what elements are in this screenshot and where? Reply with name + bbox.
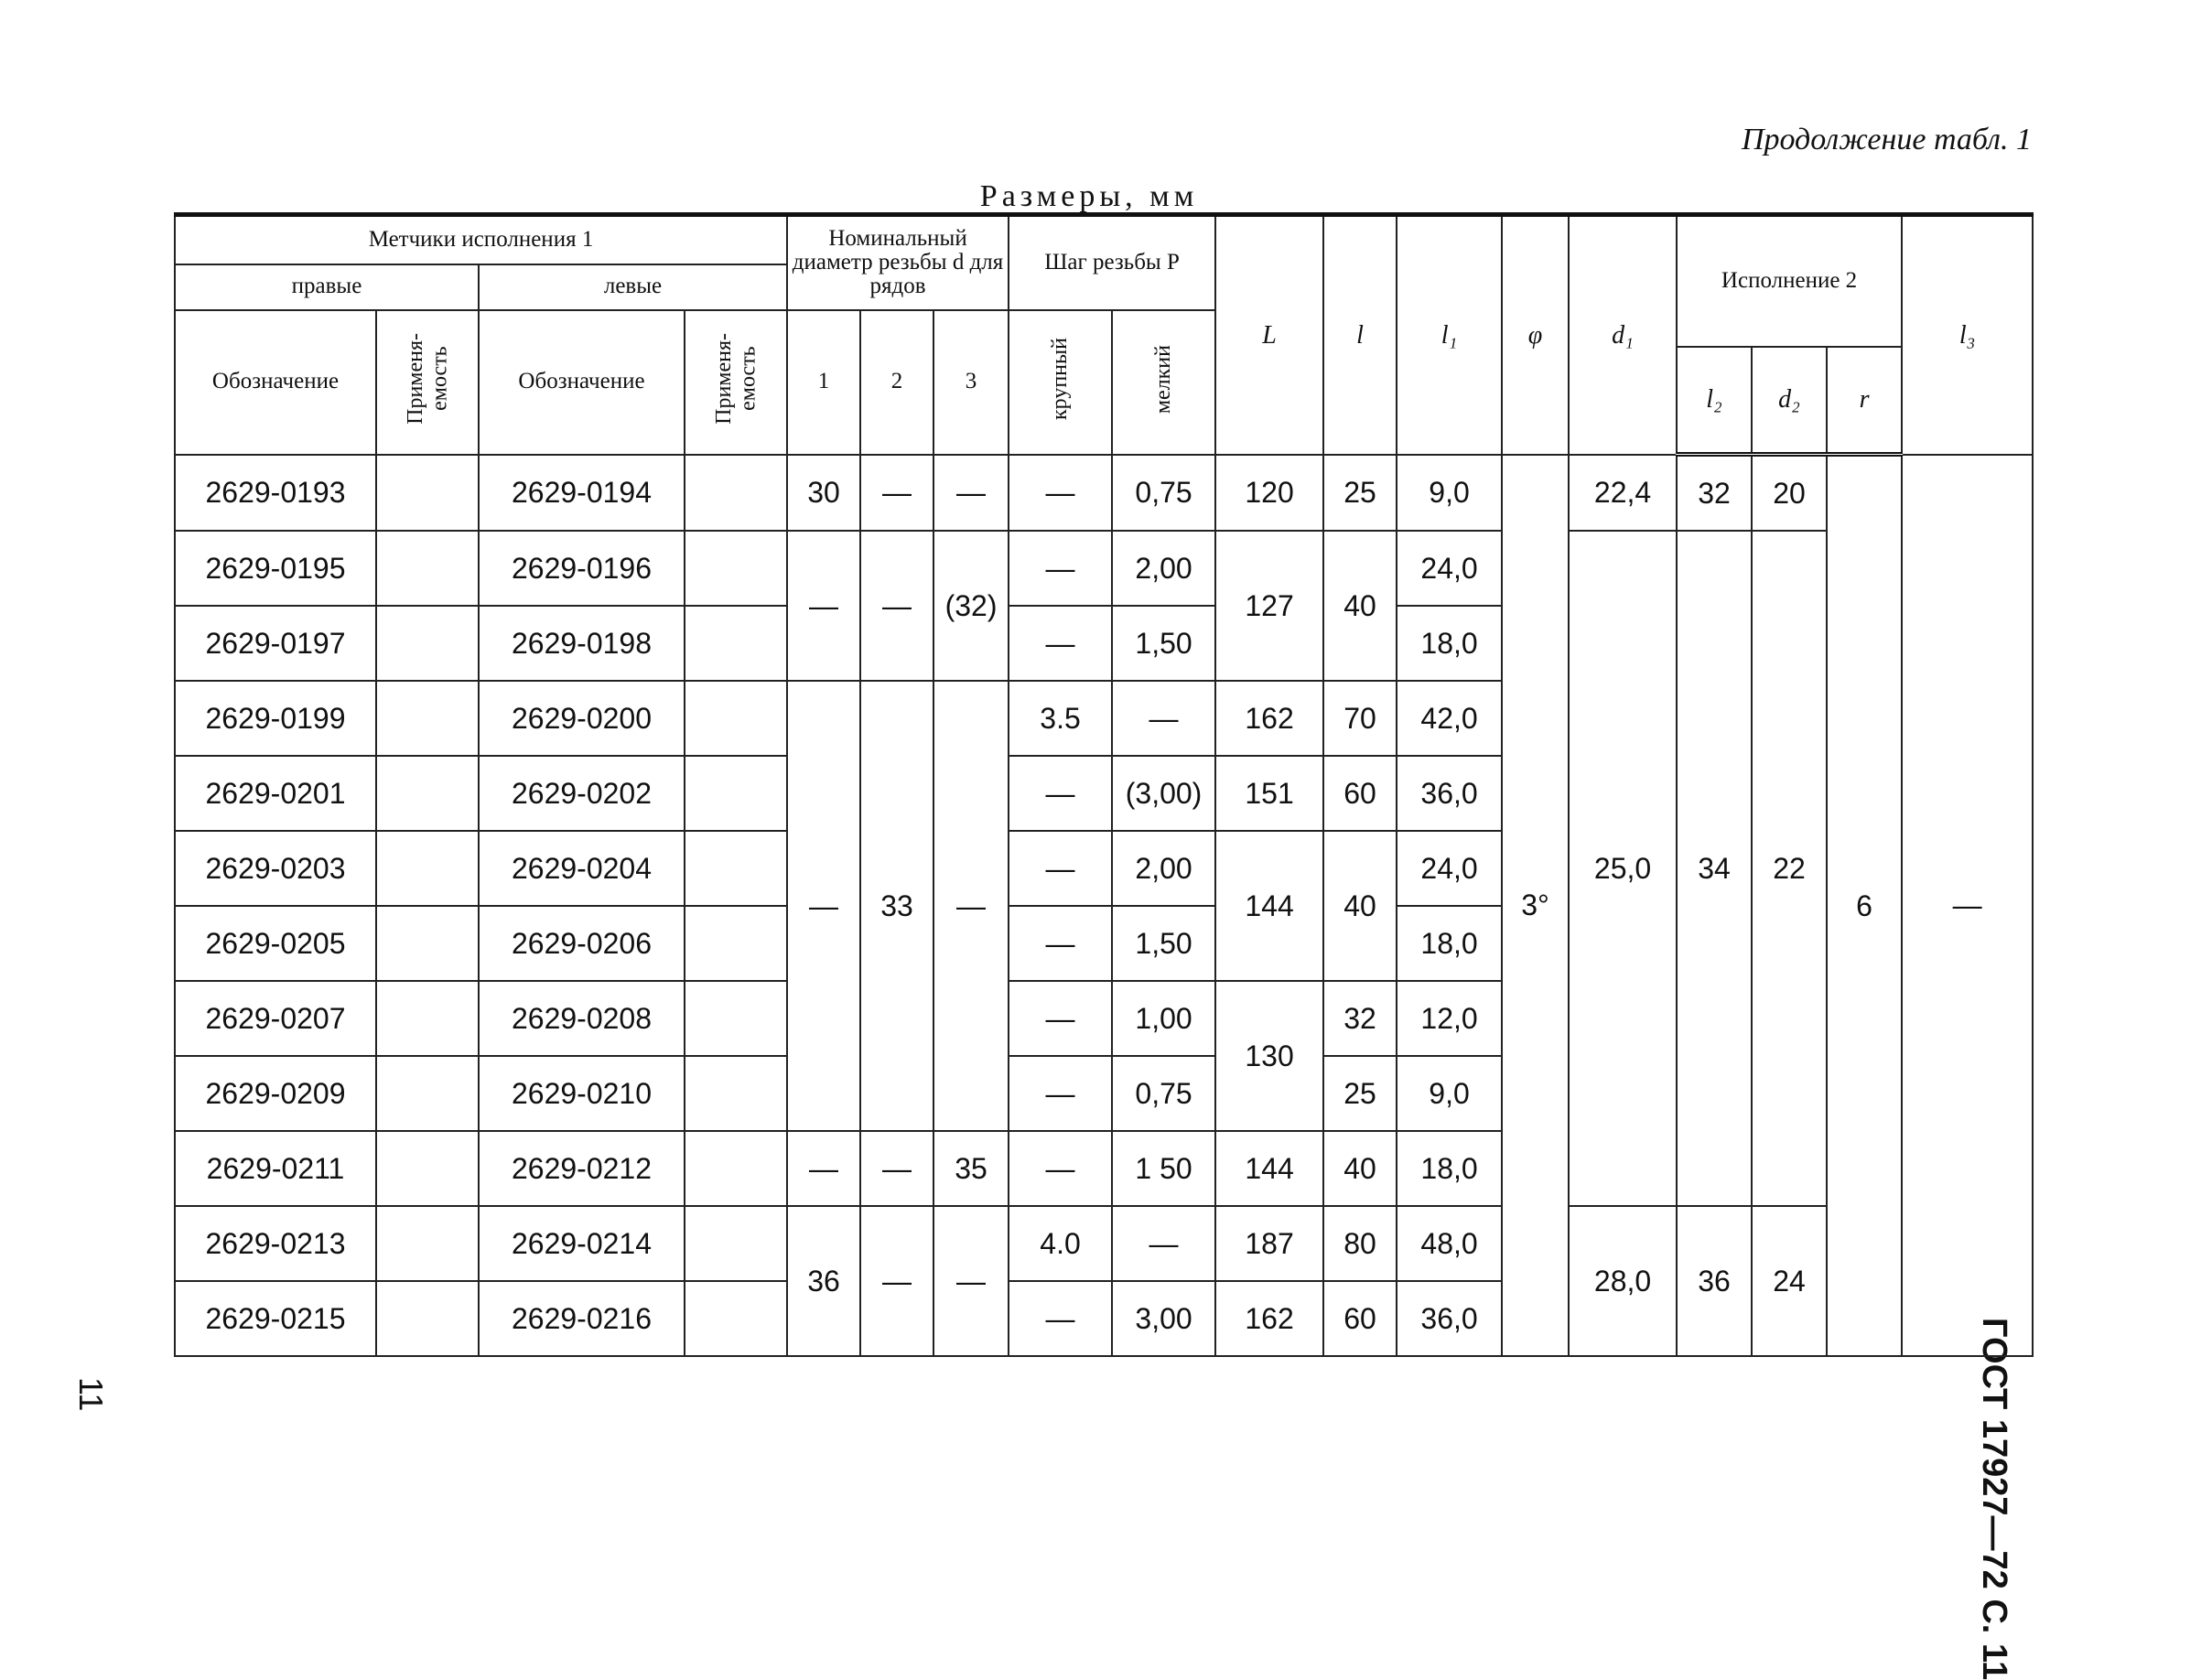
left-applicability: [685, 606, 787, 681]
right-applicability: [376, 1206, 479, 1281]
d-row1: 36: [787, 1206, 860, 1356]
right-designation: 2629-0209: [175, 1056, 376, 1131]
d-row2: 33: [860, 681, 933, 1131]
right-applicability: [376, 756, 479, 831]
l2-value: 36: [1677, 1206, 1752, 1356]
d-row1: —: [787, 531, 860, 681]
taps-version1-header: Метчики исполнения 1: [175, 215, 787, 264]
phi-value: 3°: [1502, 455, 1569, 1357]
l1-value: 9,0: [1397, 1056, 1502, 1131]
pitch-fine: —: [1112, 681, 1215, 756]
page-number: 11: [72, 1377, 110, 1412]
d-row2: —: [860, 531, 933, 681]
r-value: 6: [1827, 455, 1902, 1357]
L-value: 151: [1215, 756, 1323, 831]
L-value: 144: [1215, 831, 1323, 981]
l1-value: 36,0: [1397, 756, 1502, 831]
right-designation: 2629-0211: [175, 1131, 376, 1206]
l1-value: 18,0: [1397, 606, 1502, 681]
dimensions-title: Размеры, мм: [979, 179, 1199, 213]
l-header: l: [1323, 215, 1397, 455]
d-row2: —: [860, 1131, 933, 1206]
l-value: 32: [1323, 981, 1397, 1056]
l-value: 60: [1323, 756, 1397, 831]
pitch-fine: 1,50: [1112, 906, 1215, 981]
l1-value: 18,0: [1397, 1131, 1502, 1206]
pitch-fine: 1,00: [1112, 981, 1215, 1056]
d2-header: d₂: [1752, 347, 1827, 455]
right-designation: 2629-0197: [175, 606, 376, 681]
left-applicability: [685, 455, 787, 532]
pitch-coarse: —: [1009, 1281, 1112, 1356]
table-row: [175, 531, 2033, 606]
L-value: 127: [1215, 531, 1323, 681]
nominal-diameter-header: Номинальный диаметр резьбы d для рядов: [787, 215, 1009, 310]
table-row: [175, 1206, 2033, 1281]
right-taps-header: правые: [175, 264, 479, 310]
left-designation: 2629-0200: [479, 681, 685, 756]
d2-value: 20: [1752, 455, 1827, 532]
right-applicability: [376, 831, 479, 906]
right-designation: 2629-0215: [175, 1281, 376, 1356]
left-applicability: [685, 531, 787, 606]
l-value: 40: [1323, 831, 1397, 981]
pitch-coarse: —: [1009, 531, 1112, 606]
l-value: 25: [1323, 1056, 1397, 1131]
l2-value: 34: [1677, 531, 1752, 1206]
pitch-coarse: —: [1009, 455, 1112, 532]
l-value: 25: [1323, 455, 1397, 532]
row2-header: 2: [860, 310, 933, 455]
l3-header: l₃: [1902, 215, 2033, 455]
l2-value: 32: [1677, 455, 1752, 532]
left-designation: 2629-0212: [479, 1131, 685, 1206]
row3-header: 3: [933, 310, 1009, 455]
d-row3: 35: [933, 1131, 1009, 1206]
L-header: L: [1215, 215, 1323, 455]
l2-header: l₂: [1677, 347, 1752, 455]
L-value: 162: [1215, 1281, 1323, 1356]
pitch-fine: (3,00): [1112, 756, 1215, 831]
pitch-coarse: —: [1009, 981, 1112, 1056]
left-designation: 2629-0204: [479, 831, 685, 906]
right-applicability: [376, 531, 479, 606]
l-value: 70: [1323, 681, 1397, 756]
pitch-fine: 2,00: [1112, 831, 1215, 906]
d-row1: 30: [787, 455, 860, 532]
left-applicability: [685, 906, 787, 981]
l-value: 80: [1323, 1206, 1397, 1281]
d1-header: d₁: [1569, 215, 1677, 455]
l-value: 40: [1323, 1131, 1397, 1206]
left-designation: 2629-0216: [479, 1281, 685, 1356]
row1-header: 1: [787, 310, 860, 455]
d-row1: —: [787, 681, 860, 1131]
d1-value: 25,0: [1569, 531, 1677, 1206]
right-designation: 2629-0199: [175, 681, 376, 756]
right-designation: 2629-0195: [175, 531, 376, 606]
left-applicability: [685, 1206, 787, 1281]
pitch-fine: 0,75: [1112, 455, 1215, 532]
left-applicability: [685, 1056, 787, 1131]
pitch-coarse: —: [1009, 1131, 1112, 1206]
right-applicability: [376, 1281, 479, 1356]
left-designation: 2629-0208: [479, 981, 685, 1056]
right-applicability: [376, 1131, 479, 1206]
l1-value: 24,0: [1397, 531, 1502, 606]
right-applicability: [376, 606, 479, 681]
coarse-header: крупный: [1009, 310, 1112, 455]
version2-header: Исполнение 2: [1677, 215, 1902, 347]
d2-value: 24: [1752, 1206, 1827, 1356]
right-applicability: [376, 906, 479, 981]
l1-value: 18,0: [1397, 906, 1502, 981]
left-designation: 2629-0210: [479, 1056, 685, 1131]
pitch-coarse: —: [1009, 606, 1112, 681]
l1-value: 48,0: [1397, 1206, 1502, 1281]
d-row3: —: [933, 455, 1009, 532]
left-applicability: [685, 831, 787, 906]
left-designation: 2629-0194: [479, 455, 685, 532]
left-designation: 2629-0202: [479, 756, 685, 831]
l3-value: —: [1902, 455, 2033, 1357]
right-designation: 2629-0213: [175, 1206, 376, 1281]
d-row2: —: [860, 455, 933, 532]
pitch-coarse: —: [1009, 831, 1112, 906]
left-applicability-header: Применя- емость: [685, 310, 787, 455]
left-designation: 2629-0198: [479, 606, 685, 681]
left-designation-header: Обозначение: [479, 310, 685, 455]
left-applicability: [685, 1131, 787, 1206]
standard-side-label: ГОСТ 17927—72 С. 11: [1975, 1318, 2013, 1680]
pitch-coarse: —: [1009, 756, 1112, 831]
L-value: 144: [1215, 1131, 1323, 1206]
pitch-coarse: —: [1009, 906, 1112, 981]
phi-header: φ: [1502, 215, 1569, 455]
table-row: [175, 455, 2033, 532]
pitch-coarse: 4.0: [1009, 1206, 1112, 1281]
L-value: 187: [1215, 1206, 1323, 1281]
pitch-coarse: 3.5: [1009, 681, 1112, 756]
L-value: 162: [1215, 681, 1323, 756]
L-value: 120: [1215, 455, 1323, 532]
left-applicability: [685, 756, 787, 831]
right-applicability: [376, 681, 479, 756]
d-row3: (32): [933, 531, 1009, 681]
pitch-fine: 1,50: [1112, 606, 1215, 681]
l1-value: 42,0: [1397, 681, 1502, 756]
d1-value: 28,0: [1569, 1206, 1677, 1356]
d-row3: —: [933, 681, 1009, 1131]
d-row1: —: [787, 1131, 860, 1206]
right-applicability: [376, 981, 479, 1056]
l-value: 40: [1323, 531, 1397, 681]
thread-pitch-header: Шаг резьбы P: [1009, 215, 1215, 310]
right-applicability: [376, 1056, 479, 1131]
left-designation: 2629-0214: [479, 1206, 685, 1281]
d-row2: —: [860, 1206, 933, 1356]
l-value: 60: [1323, 1281, 1397, 1356]
l1-value: 36,0: [1397, 1281, 1502, 1356]
pitch-fine: 2,00: [1112, 531, 1215, 606]
continuation-title: Продолжение табл. 1: [1741, 123, 2032, 156]
right-designation: 2629-0205: [175, 906, 376, 981]
right-designation: 2629-0193: [175, 455, 376, 532]
l1-value: 9,0: [1397, 455, 1502, 532]
fine-header: мелкий: [1112, 310, 1215, 455]
l1-header: l₁: [1397, 215, 1502, 455]
left-applicability: [685, 681, 787, 756]
right-designation: 2629-0201: [175, 756, 376, 831]
d1-value: 22,4: [1569, 455, 1677, 532]
l1-value: 12,0: [1397, 981, 1502, 1056]
left-designation: 2629-0206: [479, 906, 685, 981]
right-designation-header: Обозначение: [175, 310, 376, 455]
left-taps-header: левые: [479, 264, 787, 310]
dimensions-table: [174, 212, 2034, 1357]
L-value: 130: [1215, 981, 1323, 1131]
right-applicability-header: Применя- емость: [376, 310, 479, 455]
d-row3: —: [933, 1206, 1009, 1356]
d2-value: 22: [1752, 531, 1827, 1206]
pitch-fine: 0,75: [1112, 1056, 1215, 1131]
l1-value: 24,0: [1397, 831, 1502, 906]
left-designation: 2629-0196: [479, 531, 685, 606]
right-designation: 2629-0207: [175, 981, 376, 1056]
left-applicability: [685, 1281, 787, 1356]
right-designation: 2629-0203: [175, 831, 376, 906]
pitch-fine: —: [1112, 1206, 1215, 1281]
pitch-fine: 3,00: [1112, 1281, 1215, 1356]
left-applicability: [685, 981, 787, 1056]
pitch-fine: 1 50: [1112, 1131, 1215, 1206]
pitch-coarse: —: [1009, 1056, 1112, 1131]
r-header: r: [1827, 347, 1902, 455]
right-applicability: [376, 455, 479, 532]
